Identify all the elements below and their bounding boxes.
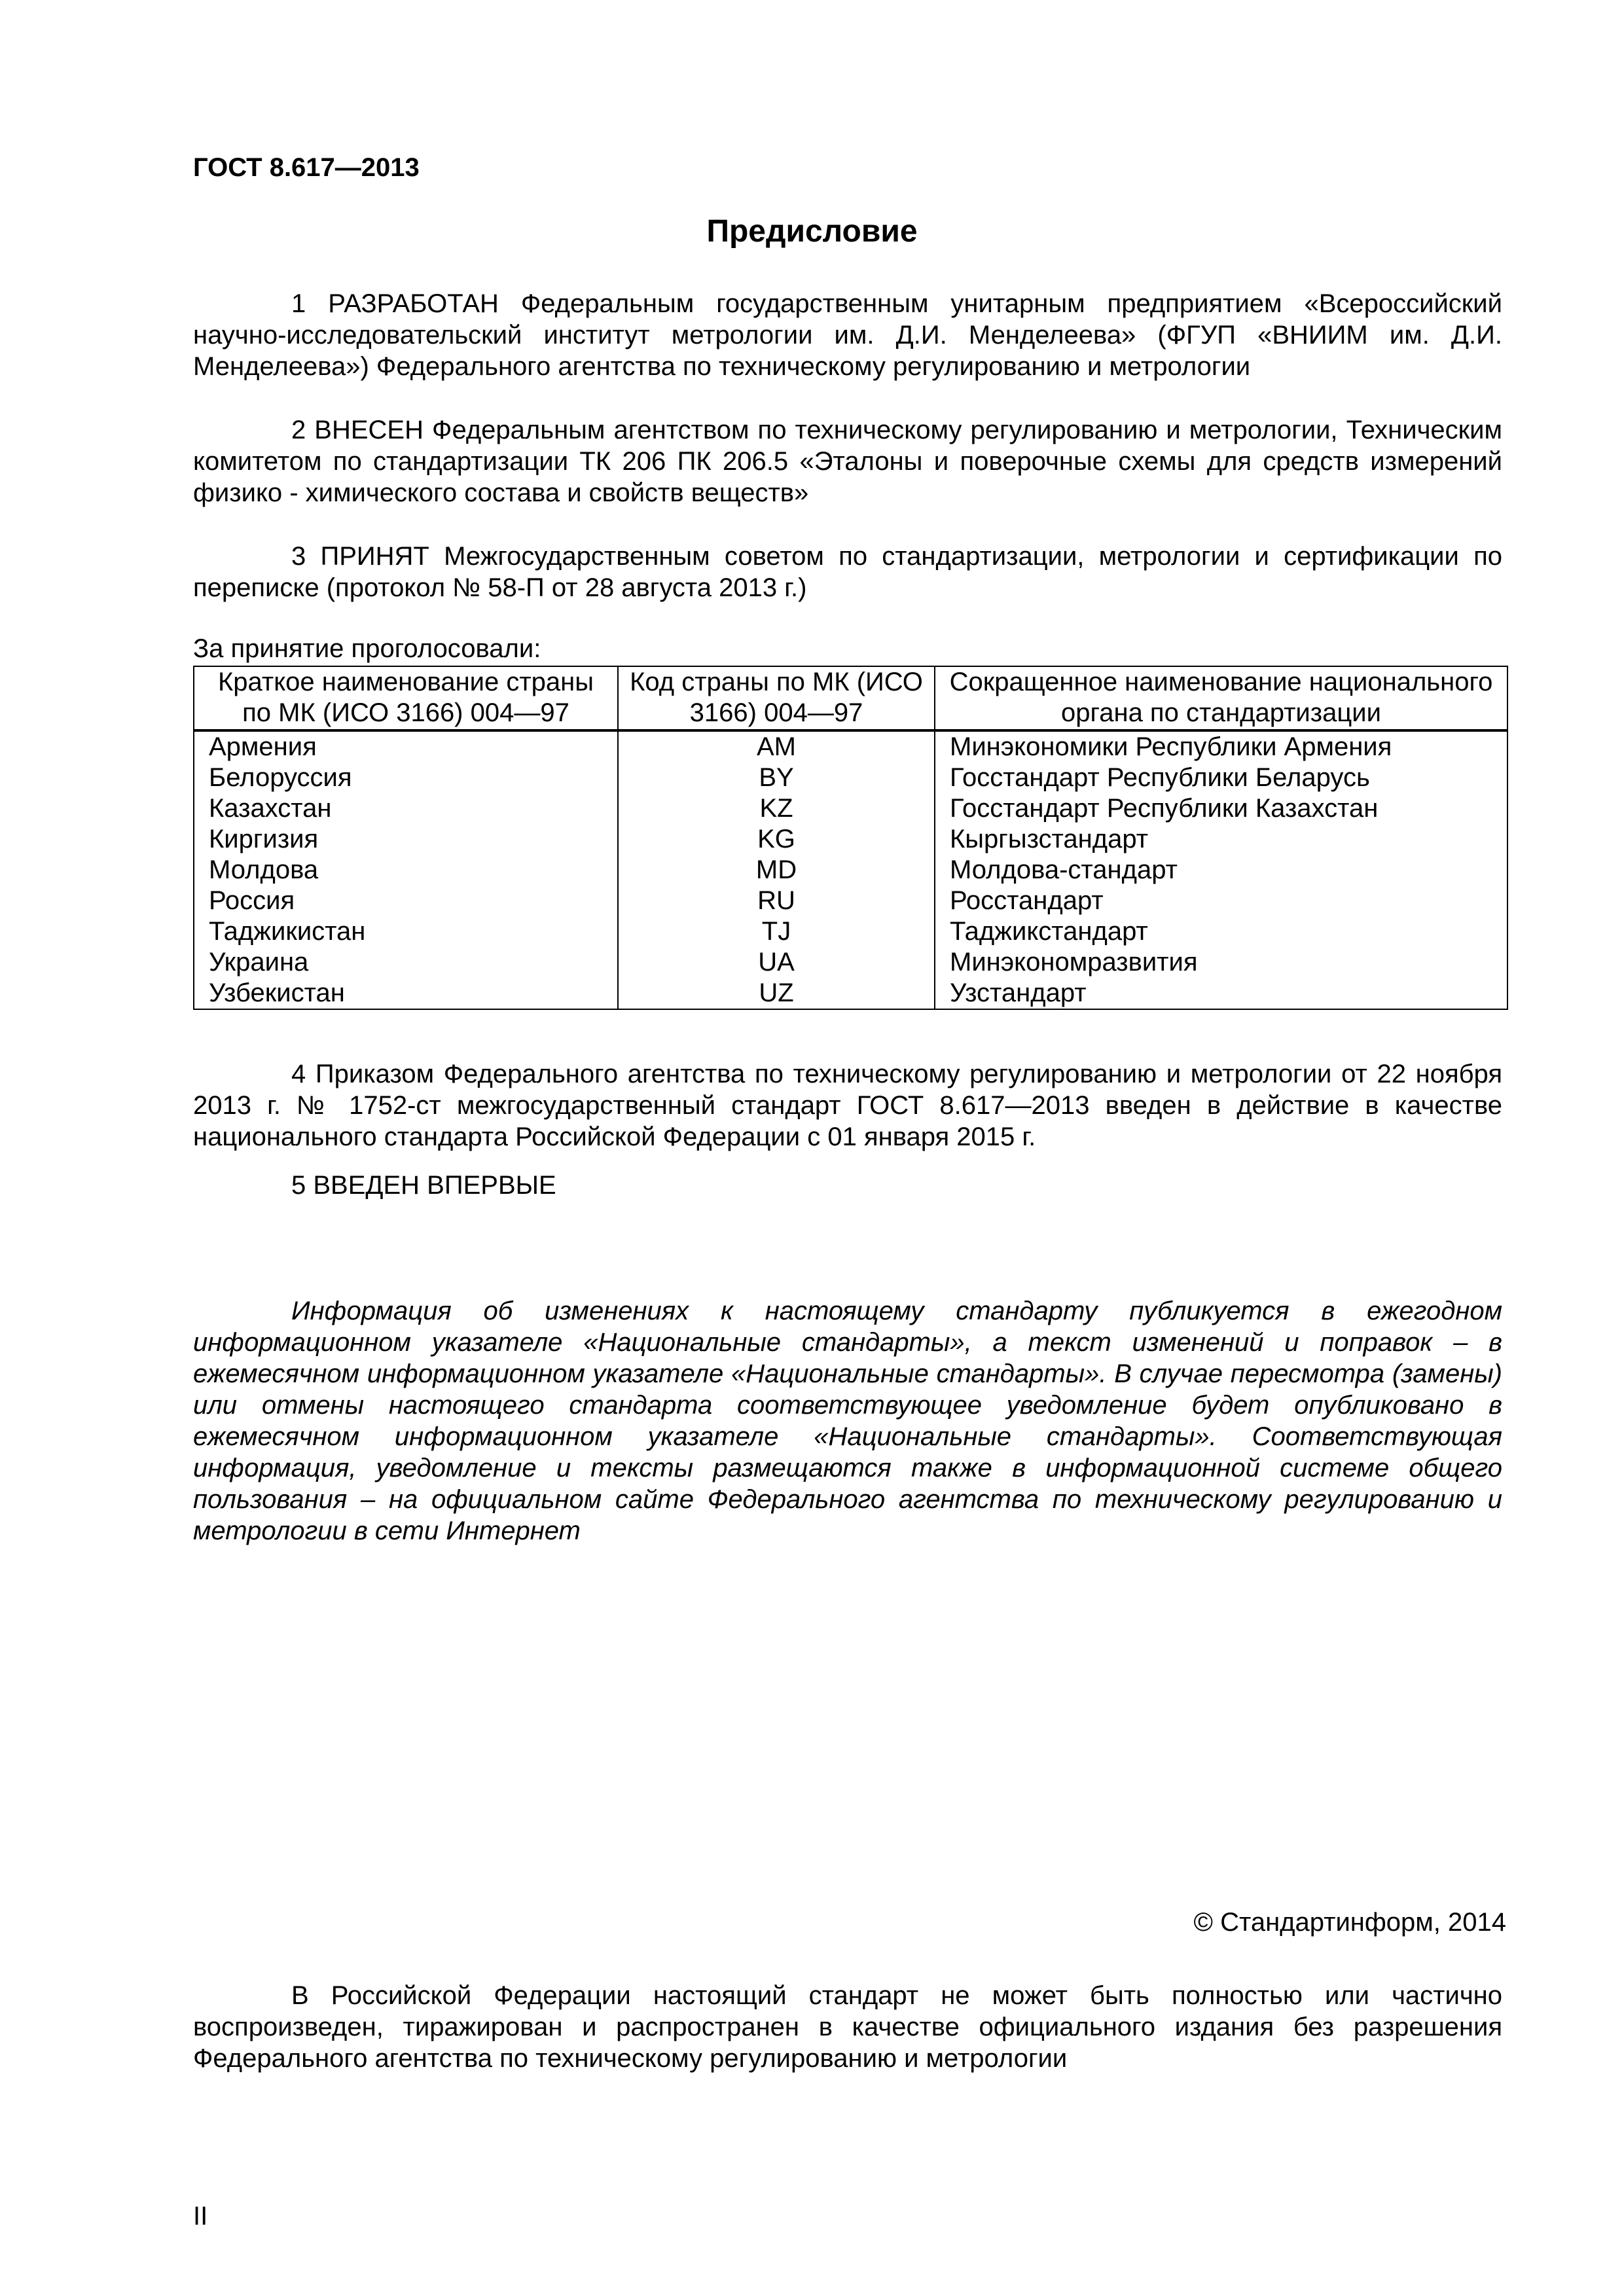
page-number: II <box>193 2202 208 2231</box>
info-notice-text: Информация об изменениях к настоящему стандарту публикуется в ежегодном информационном указателе «Национальные стандарты», а текст изменений и поправок – в ежемесячном информационном указателе «Национальные стандарты». В случае пересмотра (замены) или отмены настоящего стандарта соответствующее уведомление будет опубликовано в ежемесячном информационном указателе «Национальные стандарты». Соответствующая информация, уведомление и тексты размещаются также в информационной системе общего пользования – на официальном сайте Федерального агентства по техническому регулированию и метрологии в сети Интернет <box>193 1297 1502 1545</box>
cell-body: Таджикстандарт <box>935 916 1507 947</box>
item-2-text: 2 ВНЕСЕН Федеральным агентством по техническому регулированию и метрологии, Техническим комитетом по стандартизации ТК 206 ПК 206.5 «Эталоны и поверочные схемы для средств измерений физико - химического состава и свойств веществ» <box>193 416 1502 507</box>
table-header-row <box>194 666 1507 730</box>
item-1-text: 1 РАЗРАБОТАН Федеральным государственным унитарным предприятием «Всероссийский научно-исследовательский институт метрологии им. Д.И. Менделеева» (ФГУП «ВНИИМ им. Д.И. Менделеева») Федерального агентства по техническому регулированию и метрологии <box>193 289 1502 381</box>
item-3-text: 3 ПРИНЯТ Межгосударственным советом по стандартизации, метрологии и сертификации по переписке (протокол № 58-П от 28 августа 2013 г.) <box>193 542 1502 602</box>
cell-body: Госстандарт Республики Беларусь <box>935 762 1507 793</box>
cell-code: KG <box>618 824 935 855</box>
cell-country: Россия <box>194 886 618 916</box>
cell-code: UZ <box>618 978 935 1009</box>
table-row <box>194 947 1507 978</box>
cell-country: Таджикистан <box>194 916 618 947</box>
item-3 <box>193 541 1502 603</box>
item-5-text: 5 ВВЕДЕН ВПЕРВЫЕ <box>291 1171 556 1200</box>
cell-country: Казахстан <box>194 793 618 824</box>
item-5 <box>193 1170 1502 1201</box>
table-row <box>194 793 1507 824</box>
cell-code: KZ <box>618 793 935 824</box>
cell-body: Госстандарт Республики Казахстан <box>935 793 1507 824</box>
section-title: Предисловие <box>706 214 918 249</box>
cell-country: Армения <box>194 730 618 762</box>
item-1 <box>193 288 1502 382</box>
cell-code: MD <box>618 855 935 886</box>
cell-code: RU <box>618 886 935 916</box>
table-row <box>194 762 1507 793</box>
header-standards-body: Сокращенное наименование национального органа по стандартизации <box>935 666 1507 730</box>
vote-intro: За принятие проголосовали: <box>193 634 541 663</box>
table-row <box>194 978 1507 1009</box>
document-header: ГОСТ 8.617—2013 <box>193 153 420 182</box>
reproduction-notice-text: В Российской Федерации настоящий стандарт не может быть полностью или частично воспроизведен, тиражирован и распространен в качестве официального издания без разрешения Федерального агентства по техническому регулированию и метрологии <box>193 1981 1502 2073</box>
cell-country: Киргизия <box>194 824 618 855</box>
cell-code: UA <box>618 947 935 978</box>
header-country-code: Код страны по МК (ИСО 3166) 004—97 <box>618 666 935 730</box>
cell-body: Кыргызстандарт <box>935 824 1507 855</box>
info-notice <box>193 1295 1502 1547</box>
cell-body: Минэкономики Республики Армения <box>935 730 1507 762</box>
cell-body: Узстандарт <box>935 978 1507 1009</box>
table-row <box>194 824 1507 855</box>
header-country-name: Краткое наименование страны по МК (ИСО 3166) 004—97 <box>194 666 618 730</box>
cell-country: Молдова <box>194 855 618 886</box>
copyright: © Стандартинформ, 2014 <box>1193 1908 1506 1937</box>
cell-code: AM <box>618 730 935 762</box>
voters-table <box>193 666 1508 1010</box>
cell-body: Молдова-стандарт <box>935 855 1507 886</box>
table-row <box>194 916 1507 947</box>
cell-country: Белоруссия <box>194 762 618 793</box>
reproduction-notice <box>193 1980 1502 2074</box>
cell-body: Минэкономразвития <box>935 947 1507 978</box>
cell-country: Украина <box>194 947 618 978</box>
cell-code: BY <box>618 762 935 793</box>
table-row <box>194 855 1507 886</box>
cell-code: TJ <box>618 916 935 947</box>
cell-body: Росстандарт <box>935 886 1507 916</box>
cell-country: Узбекистан <box>194 978 618 1009</box>
table-row <box>194 730 1507 762</box>
item-4-text: 4 Приказом Федерального агентства по техническому регулированию и метрологии от 22 ноября 2013 г. № 1752-ст межгосударственный стандарт ГОСТ 8.617—2013 введен в действие в качестве национального стандарта Российской Федерации с 01 января 2015 г. <box>193 1060 1502 1151</box>
item-4 <box>193 1058 1502 1153</box>
item-2 <box>193 414 1502 509</box>
table-row <box>194 886 1507 916</box>
